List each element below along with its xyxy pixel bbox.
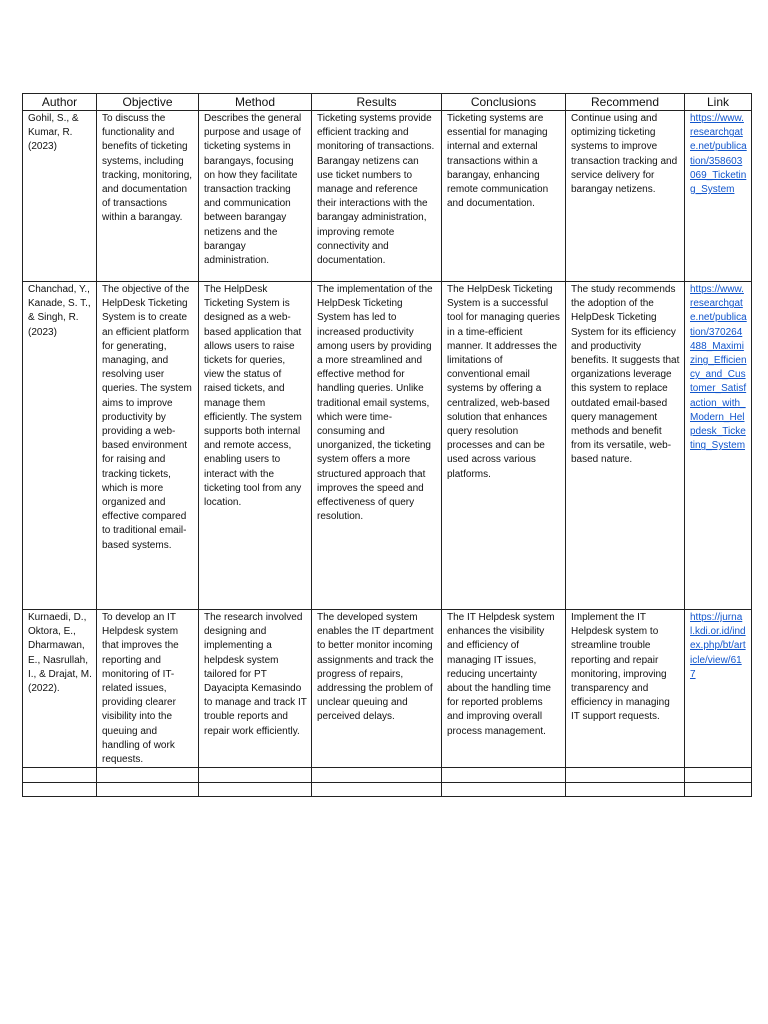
- empty-cell: [97, 783, 199, 797]
- recommend-cell: Implement the IT Helpdesk system to streamline trouble reporting and repair monitoring, improving transparency and efficiency in managing IT support requests.: [566, 610, 685, 768]
- table-row: [23, 282, 752, 610]
- empty-cell: [97, 768, 199, 783]
- reference-link[interactable]: https://www.researchgate.net/publication/358603069_Ticketing_System: [690, 113, 747, 196]
- method-cell: The HelpDesk Ticketing System is designed as a web-based application that allows users to raise tickets for queries, view the status of raised tickets, and manage them efficiently. The system supports both internal and remote access, enabling users to interact with the ticketing tool from any location.: [199, 282, 312, 610]
- author-cell: Kurnaedi, D., Oktora, E., Dharmawan, E., Nasrullah, I., & Drajat, M. (2022).: [23, 610, 97, 768]
- results-cell: The implementation of the HelpDesk Ticketing System has led to increased productivity among users by providing a more streamlined and effective method for handling queries. Unlike traditional email systems, which were time-consuming and unorganized, the ticketing system offers a more structured approach that improves the speed and effectiveness of query resolution.: [312, 282, 442, 610]
- link-cell: [685, 282, 752, 610]
- empty-cell: [566, 768, 685, 783]
- objective-cell: To develop an IT Helpdesk system that improves the reporting and monitoring of IT-related issues, providing clearer visibility into the queuing and handling of work requests.: [97, 610, 199, 768]
- empty-cell: [199, 783, 312, 797]
- empty-cell: [442, 768, 566, 783]
- author-cell: Gohil, S., & Kumar, R. (2023): [23, 111, 97, 282]
- reference-link[interactable]: https://jurnal.kdi.or.id/index.php/bt/article/view/617: [690, 612, 746, 680]
- recommend-cell: Continue using and optimizing ticketing systems to improve transaction tracking and service delivery for barangay netizens.: [566, 111, 685, 282]
- empty-cell: [199, 768, 312, 783]
- empty-row: [23, 768, 752, 783]
- header-results: Results: [312, 94, 442, 111]
- empty-cell: [566, 783, 685, 797]
- conclusions-cell: The IT Helpdesk system enhances the visibility and efficiency of managing IT issues, reducing uncertainty about the handling time for reported problems and improving overall process management.: [442, 610, 566, 768]
- objective-cell: To discuss the functionality and benefits of ticketing systems, including tracking, monitoring, and documentation of transactions within a barangay.: [97, 111, 199, 282]
- objective-cell: The objective of the HelpDesk Ticketing System is to create an efficient platform for generating, managing, and resolving user queries. The system aims to improve productivity by providing a web-based environment for raising and tracking tickets, which is more organized and effective compared to traditional email-based systems.: [97, 282, 199, 610]
- header-recommend: Recommend: [566, 94, 685, 111]
- header-method: Method: [199, 94, 312, 111]
- link-cell: [685, 610, 752, 768]
- header-author: Author: [23, 94, 97, 111]
- results-cell: Ticketing systems provide efficient tracking and monitoring of transactions. Barangay netizens can use ticket numbers to manage and reference their interactions with the barangay administration, improving remote connectivity and documentation.: [312, 111, 442, 282]
- empty-cell: [685, 768, 752, 783]
- header-link: Link: [685, 94, 752, 111]
- link-cell: [685, 111, 752, 282]
- header-objective: Objective: [97, 94, 199, 111]
- empty-cell: [442, 783, 566, 797]
- table-row: [23, 610, 752, 768]
- recommend-cell: The study recommends the adoption of the HelpDesk Ticketing System for its efficiency and productivity benefits. It suggests that organizations leverage this system to replace outdated email-based query management methods and benefit from its versatile, web-based nature.: [566, 282, 685, 610]
- empty-cell: [23, 783, 97, 797]
- empty-cell: [312, 768, 442, 783]
- header-row: [23, 94, 752, 111]
- conclusions-cell: The HelpDesk Ticketing System is a successful tool for managing queries in a time-efficient manner. It addresses the limitations of conventional email systems by offering a centralized, web-based solution that enhances query resolution processes and can be used across various platforms.: [442, 282, 566, 610]
- conclusions-cell: Ticketing systems are essential for managing internal and external transactions within a barangay, enhancing remote communication and documentation.: [442, 111, 566, 282]
- reference-link[interactable]: https://www.researchgate.net/publication/370264488_Maximizing_Efficiency_and_Customer_Satisfaction_with_Modern_Helpdesk_Ticketing_System: [690, 284, 747, 452]
- literature-review-table: [22, 93, 752, 797]
- empty-cell: [23, 768, 97, 783]
- table-row: [23, 111, 752, 282]
- method-cell: Describes the general purpose and usage of ticketing systems in barangays, focusing on how they facilitate transaction tracking and communication between barangay netizens and the barangay administration.: [199, 111, 312, 282]
- author-cell: Chanchad, Y., Kanade, S. T., & Singh, R. (2023): [23, 282, 97, 610]
- header-conclusions: Conclusions: [442, 94, 566, 111]
- empty-cell: [685, 783, 752, 797]
- empty-cell: [312, 783, 442, 797]
- results-cell: The developed system enables the IT department to better monitor incoming assignments and track the progress of repairs, addressing the problem of unclear queuing and perceived delays.: [312, 610, 442, 768]
- empty-row: [23, 783, 752, 797]
- method-cell: The research involved designing and implementing a helpdesk system tailored for PT Dayacipta Kemasindo to manage and track IT trouble reports and repair work efficiently.: [199, 610, 312, 768]
